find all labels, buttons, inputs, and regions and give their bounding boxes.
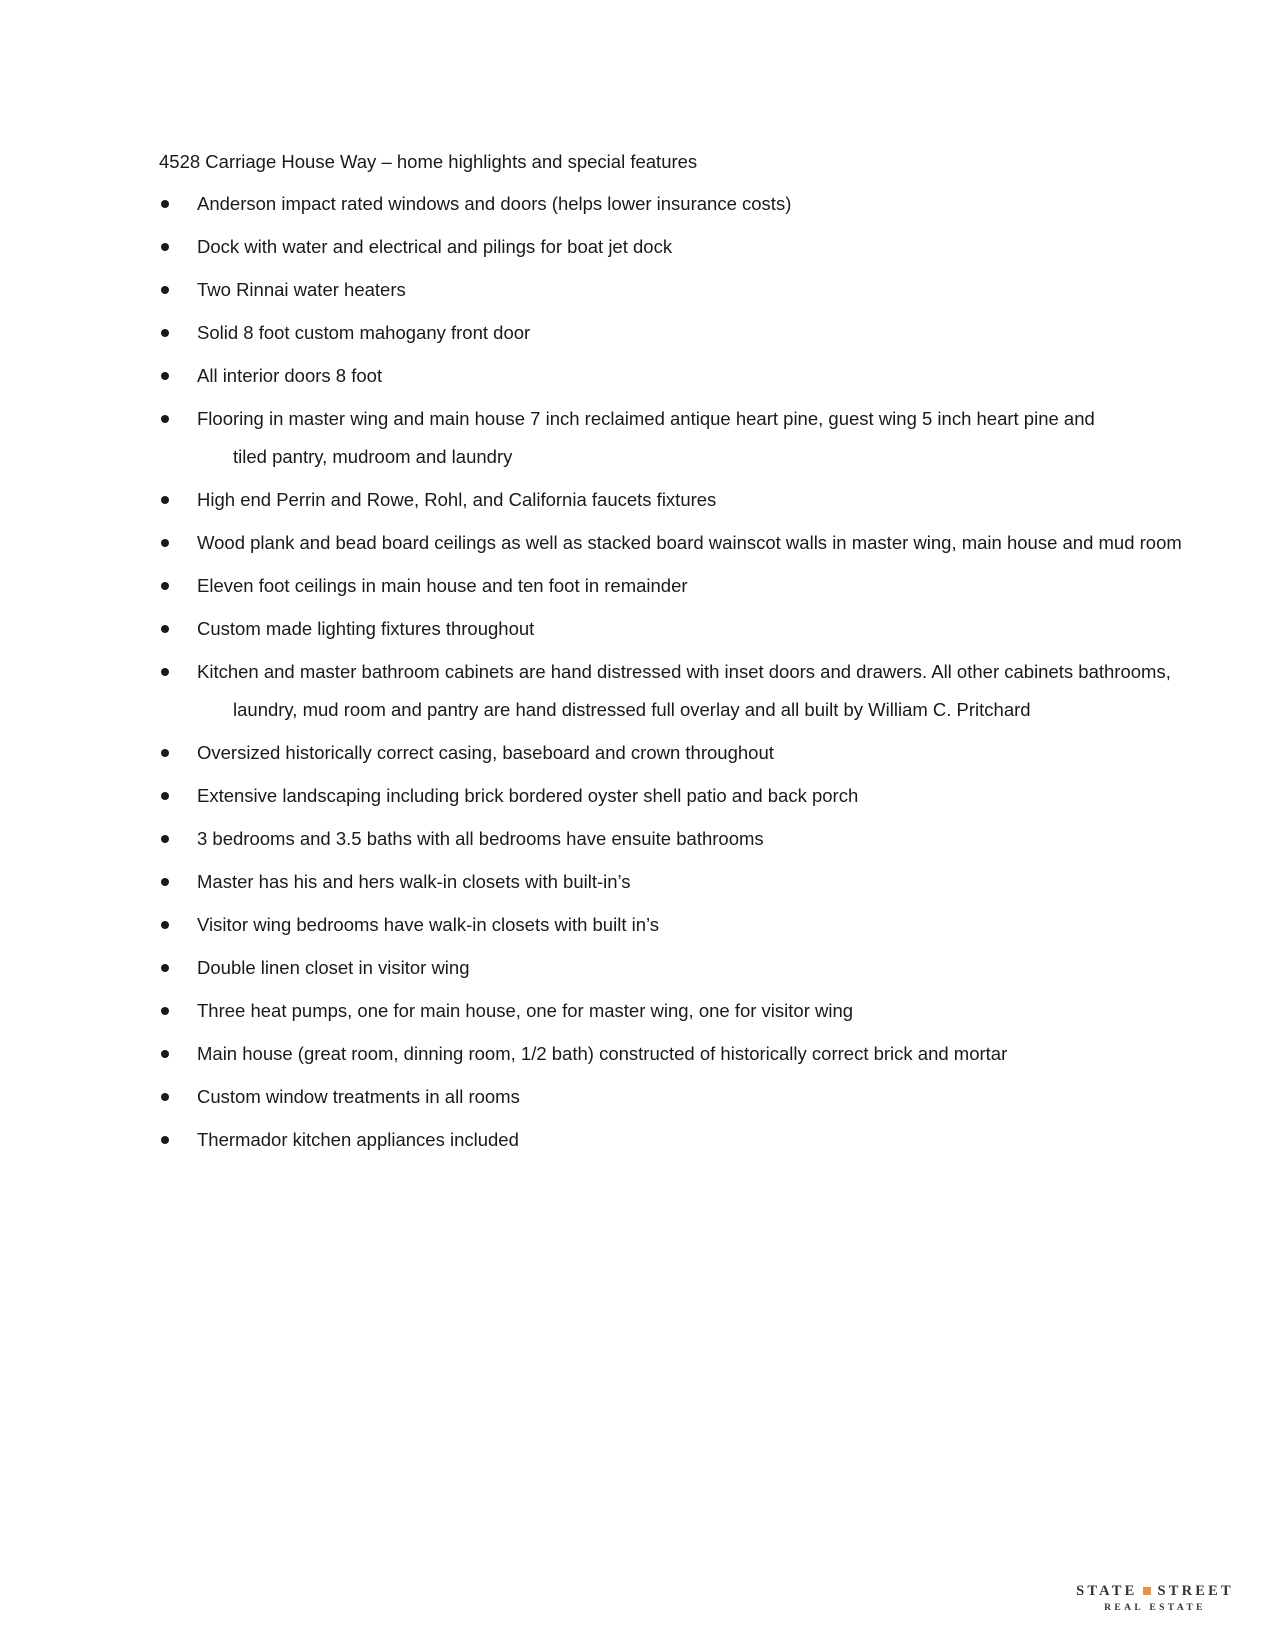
bullet-icon [161, 749, 169, 757]
logo-word-state: STATE [1076, 1583, 1138, 1599]
list-item [159, 1128, 1219, 1152]
list-item-text: 3 bedrooms and 3.5 baths with all bedrooms have ensuite bathrooms [197, 828, 764, 849]
list-item [159, 1042, 1219, 1066]
bullet-icon [161, 582, 169, 590]
list-item [159, 488, 1219, 512]
list-item [159, 278, 1219, 302]
list-item-continuation: tiled pantry, mudroom and laundry [233, 446, 513, 467]
bullet-icon [161, 1136, 169, 1144]
list-item-text: Wood plank and bead board ceilings as well as stacked board wainscot walls in master wing, main house and mud room [197, 532, 1182, 553]
list-item [159, 999, 1219, 1023]
list-item [159, 784, 1219, 808]
list-item-text: Oversized historically correct casing, baseboard and crown throughout [197, 742, 774, 763]
list-item-text: Master has his and hers walk-in closets with built-in’s [197, 871, 631, 892]
bullet-icon [161, 243, 169, 251]
document-title: 4528 Carriage House Way – home highlights and special features [159, 151, 698, 172]
list-item-text: Two Rinnai water heaters [197, 279, 406, 300]
bullet-icon [161, 200, 169, 208]
bullet-icon [161, 668, 169, 676]
bullet-icon [161, 835, 169, 843]
list-item-text: Visitor wing bedrooms have walk-in closets with built in’s [197, 914, 660, 935]
list-item-text: Anderson impact rated windows and doors (helps lower insurance costs) [197, 193, 792, 214]
list-item [159, 321, 1219, 345]
bullet-icon [161, 625, 169, 633]
list-item-text: Custom window treatments in all rooms [197, 1086, 520, 1107]
list-item-text: High end Perrin and Rowe, Rohl, and California faucets fixtures [197, 489, 717, 510]
bullet-icon [161, 1093, 169, 1101]
bullet-icon [161, 1050, 169, 1058]
list-item [159, 741, 1219, 765]
bullet-icon [161, 878, 169, 886]
bullet-icon [161, 329, 169, 337]
bullet-icon [161, 1007, 169, 1015]
list-item [159, 617, 1219, 641]
list-item [159, 1085, 1219, 1109]
list-item-text: Thermador kitchen appliances included [197, 1129, 519, 1150]
logo-word-street: STREET [1157, 1583, 1234, 1599]
list-item [159, 870, 1219, 894]
list-item-text: All interior doors 8 foot [197, 365, 383, 386]
list-item [159, 364, 1219, 388]
bullet-icon [161, 372, 169, 380]
list-item [159, 956, 1219, 980]
feature-list [159, 192, 1219, 1171]
list-item [159, 913, 1219, 937]
logo-subtitle: REAL ESTATE [1104, 1603, 1206, 1613]
list-item-text: Solid 8 foot custom mahogany front door [197, 322, 531, 343]
bullet-icon [161, 415, 169, 423]
bullet-icon [161, 964, 169, 972]
list-item [159, 827, 1219, 851]
company-logo [1060, 1583, 1250, 1614]
list-item-text: Eleven foot ceilings in main house and ten foot in remainder [197, 575, 688, 596]
list-item-text: Extensive landscaping including brick bordered oyster shell patio and back porch [197, 785, 859, 806]
list-item [159, 235, 1219, 259]
logo-square-icon [1143, 1587, 1151, 1595]
list-item-text: Double linen closet in visitor wing [197, 957, 470, 978]
list-item-text: Custom made lighting fixtures throughout [197, 618, 535, 639]
list-item [159, 574, 1219, 598]
bullet-icon [161, 539, 169, 547]
list-item-text: Main house (great room, dinning room, 1/2 bath) constructed of historically correct brick and mortar [197, 1043, 1008, 1064]
list-item [159, 660, 1219, 722]
list-item-continuation: laundry, mud room and pantry are hand distressed full overlay and all built by William C. Pritchard [233, 699, 1031, 720]
list-item [159, 407, 1219, 469]
logo-wordmark [1060, 1583, 1250, 1599]
list-item [159, 531, 1219, 555]
list-item [159, 192, 1219, 216]
bullet-icon [161, 792, 169, 800]
bullet-icon [161, 921, 169, 929]
list-item-text: Flooring in master wing and main house 7 inch reclaimed antique heart pine, guest wing 5 inch heart pine and [197, 408, 1095, 429]
list-item-text: Kitchen and master bathroom cabinets are hand distressed with inset doors and drawers. All other cabinets bathrooms, [197, 661, 1171, 682]
bullet-icon [161, 496, 169, 504]
list-item-text: Dock with water and electrical and pilings for boat jet dock [197, 236, 673, 257]
list-item-text: Three heat pumps, one for main house, one for master wing, one for visitor wing [197, 1000, 854, 1021]
bullet-icon [161, 286, 169, 294]
